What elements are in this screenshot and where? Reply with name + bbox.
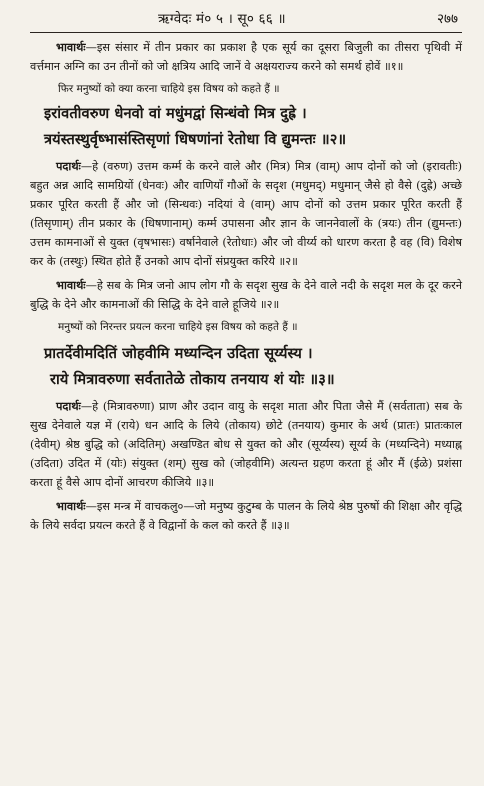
bhavartha-2-label: भावार्थः [56,278,86,292]
mantra-3-line-1: प्रातर्देवीमदितिं जोहवीमि मध्यन्दिन उदिता सूर्य्यस्य । [44,345,313,362]
mantra-2-line-1: इरांवतीवरुण धेनवो वां मधुंमद्वां सिन्धंवो मित्र दुह्रे । [44,105,307,122]
bhavartha-3 [30,497,462,535]
padartha-2-label: पदार्थः [56,159,81,173]
running-title: ऋग्वेदः मं० ५ । सू० ६६ ॥ [158,11,286,27]
bhavartha-3-text: —इस मन्त्र में वाचकलु०—जो मनुष्य कुटुम्ब के पालन के लिये श्रेष्ठ पुरुषों की शिक्षा और वृद्धि के लिये सर्वदा प्रयत्न करते हैं वे विद्वानों के कल को करते हैं ॥३॥ [30,500,462,532]
padartha-2-text: —हे (वरुण) उत्तम कर्म्म के करने वाले और (मित्र) मित्र (वाम्) आप दोनों को जो (इरावतीः) बहुत अन्न आदि सामग्रियों (धेनवः) और वाणियाँ गौओं के सदृश (मधुमद्) मधुमान् जैसे हो वैसे (दुह्रे) अच्छे प्रकार पूरित करती हैं और जो (सिन्धवः) नदियां वे (वाम्) आप दोनों को उत्तम प्रकार पूरित करती हैं (तिसृणाम्) तीन प्रकार के (धिषणानाम्) कर्म्म उपासना और ज्ञान के जाननेवालों के (त्रयः) तीन (द्युमन्तः) उत्तम कामनाओं से युक्त (वृषभासः) वर्षानेवाले (रेतोधाः) और जो वीर्य्य को धारण करता है वह (वि) विशेष कर के (तस्थुः) स्थित होते हैं उनको आप दोनों संप्रयुक्त करिये ॥२॥ [30,160,462,268]
page-number: २७७ [436,11,458,27]
bhavartha-3-label: भावार्थः [56,499,86,513]
mantra-2-intro: फिर मनुष्यों को क्या करना चाहिये इस विषय को कहते हैं ॥ [58,83,280,95]
page-header [30,6,462,33]
mantra-3-intro: मनुष्यों को निरन्तर प्रयत्न करना चाहिये इस विषय को कहते हैं ॥ [58,321,298,333]
padartha-3 [30,397,462,492]
bhavartha-1-text: —इस संसार में तीन प्रकार का प्रकाश है एक सूर्य का दूसरा बिजुली का तीसरा पृथिवी में वर्त्तमान अग्नि का उन तीनों को जो क्षत्रिय आदि जानें वे अक्षयराज्य करने को समर्थ होवें ॥१॥ [30,41,462,73]
mantra-2-line-2: त्रयंस्तस्थुर्वृष्भासंस्तिसृणां धिषणांनां रेतोधा वि द्युमन्तः ॥२॥ [44,131,347,148]
bhavartha-2-text: —हे सब के मित्र जनो आप लोग गौ के सदृश सुख के देने वाले नदी के सदृश मल के दूर करने बुद्धि के देने और कामनाओं की सिद्धि के देने वाले हूजिये ॥२॥ [30,279,462,311]
bhavartha-1 [30,38,462,76]
bhavartha-2 [30,276,462,314]
padartha-3-text: —हे (मित्रावरुणा) प्राण और उदान वायु के सदृश माता और पिता जैसे मैं (सर्वताता) सब के सुख देनेवाले यज्ञ में (राये) धन आदि के लिये (तोकाय) छोटे (तनयाय) कुमार के अर्थ (प्रातः) प्रातःकाल (देवीम्) श्रेष्ठ बुद्धि को (अदितिम्) अखण्डित बोध से युक्त को और (सूर्य्यस्य) सूर्य्य के (मध्यन्दिने) मध्याह्न (उदिता) उदित में (योः) संयुक्त (शम्) सुख को (जोहवीमि) अत्यन्त ग्रहण करता हूं और मैं (ईळे) प्रशंसा करता हूं वैसे आप दोनों आचरण कीजिये ॥३॥ [30,400,462,489]
bhavartha-1-label: भावार्थः [56,40,86,54]
padartha-3-label: पदार्थः [56,399,81,413]
mantra-3-line-2: राये मित्रावरुणा सर्वतातेळे तोकाय तनयाय शं योः ॥३॥ [50,371,335,388]
padartha-2 [30,157,462,271]
